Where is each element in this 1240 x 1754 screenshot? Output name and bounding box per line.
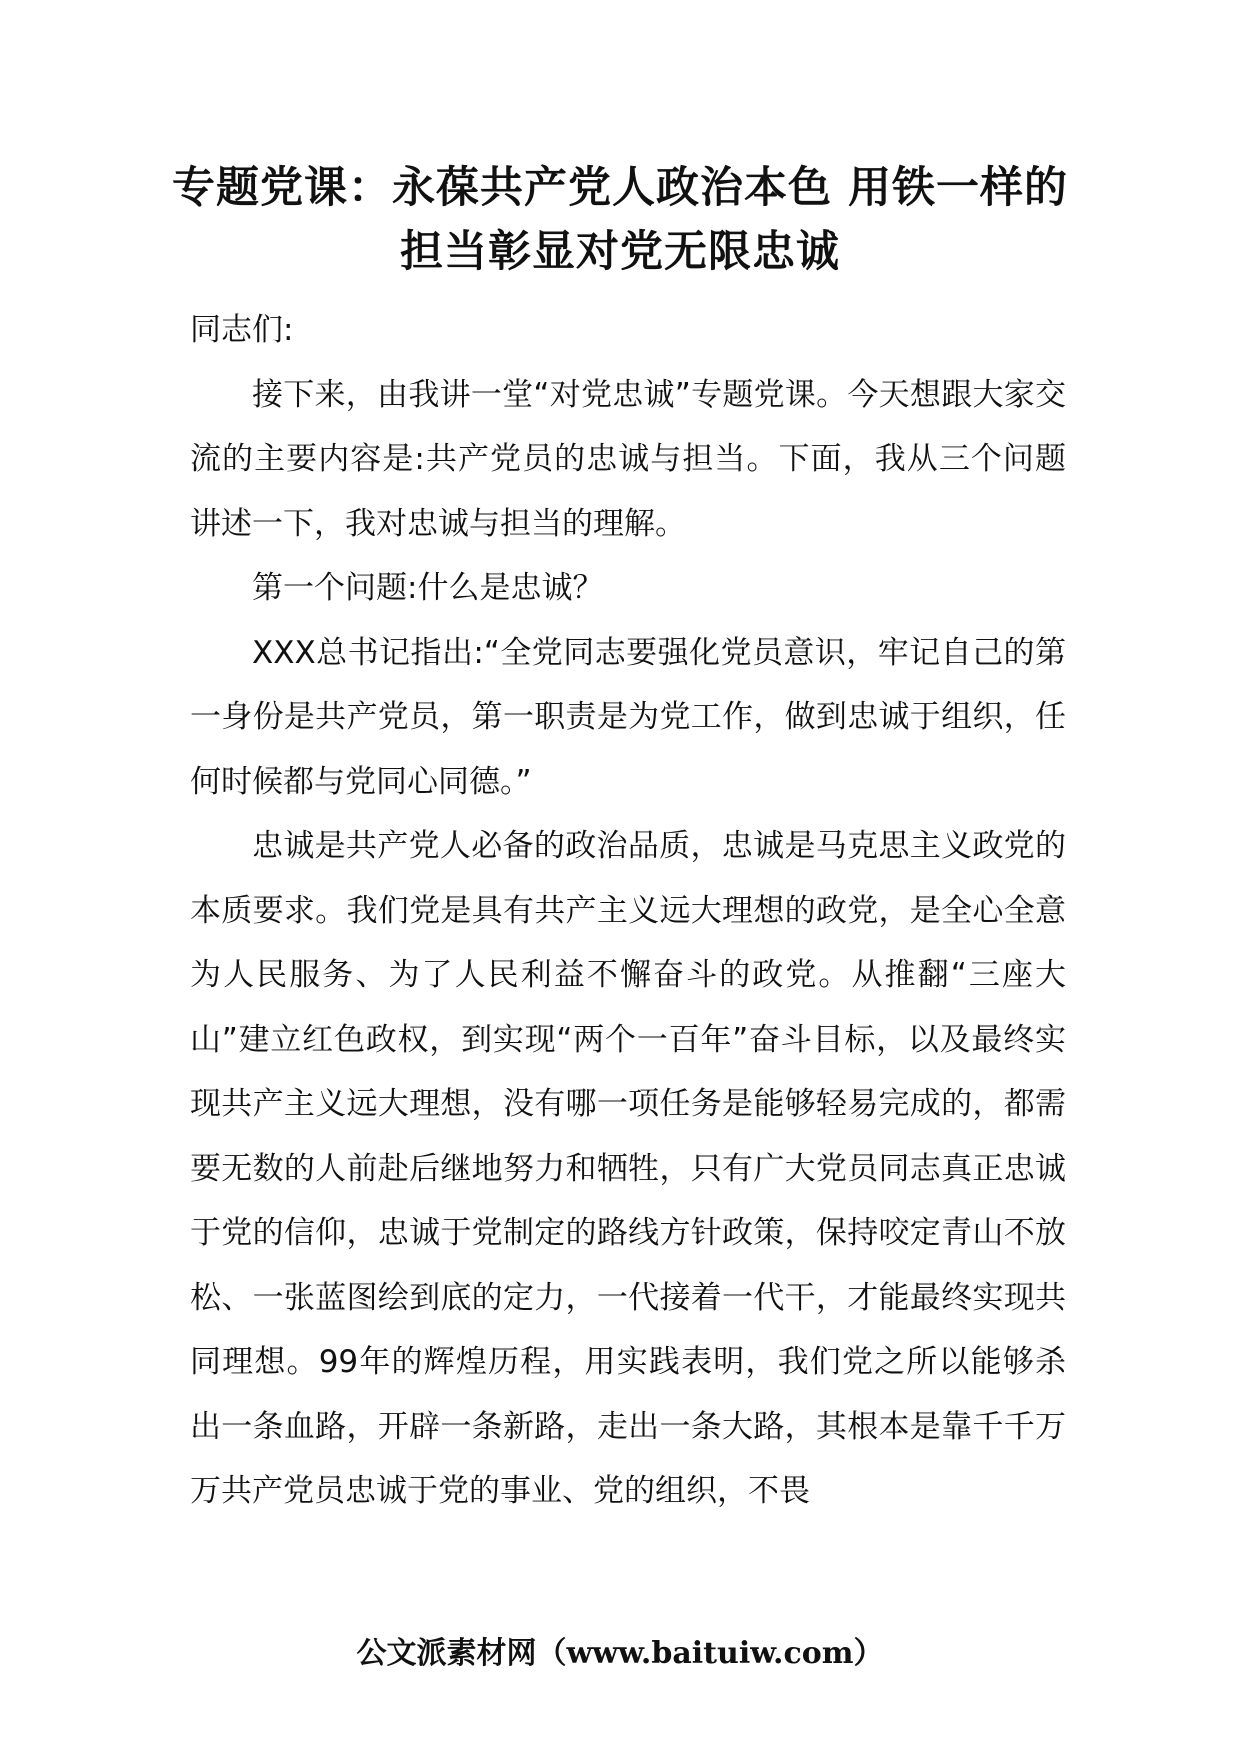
page-footer-source: 公文派素材网（www.baituiw.com）: [356, 1636, 884, 1671]
salutation: 同志们:: [190, 312, 294, 348]
paragraph-intro: 接下来，由我讲一堂“对党忠诚”专题党课。今天想跟大家交流的主要内容是:共产党员的忠诚与担当。下面，我从三个问题讲述一下，我对忠诚与担当的理解。: [190, 376, 1066, 542]
document-body: [190, 298, 1066, 1524]
paragraph-quote: XXX总书记指出:“全党同志要强化党员意识，牢记自己的第一身份是共产党员，第一职责是为党工作，做到忠诚于组织，任何时候都与党同心同德。”: [190, 634, 1066, 800]
document-title: 专题党课：永葆共产党人政治本色 用铁一样的担当彰显对党无限忠诚: [172, 163, 1068, 277]
paragraph-question-heading: 第一个问题:什么是忠诚？: [252, 570, 604, 606]
paragraph-main: 忠诚是共产党人必备的政治品质，忠诚是马克思主义政党的本质要求。我们党是具有共产主义远大理想的政党，是全心全意为人民服务、为了人民利益不懈奋斗的政党。从推翻“三座大山”建立红色政权，到实现“两个一百年”奋斗目标，以及最终实现共产主义远大理想，没有哪一项任务是能够轻易完成的，都需要无数的人前赴后继地努力和牺牲，只有广大党员同志真正忠诚于党的信仰，忠诚于党制定的路线方针政策，保持咬定青山不放松、一张蓝图绘到底的定力，一代接着一代干，才能最终实现共同理想。99年的辉煌历程，用实践表明，我们党之所以能够杀出一条血路，开辟一条新路，走出一条大路，其根本是靠千千万万共产党员忠诚于党的事业、党的组织，不畏: [190, 828, 1066, 1509]
